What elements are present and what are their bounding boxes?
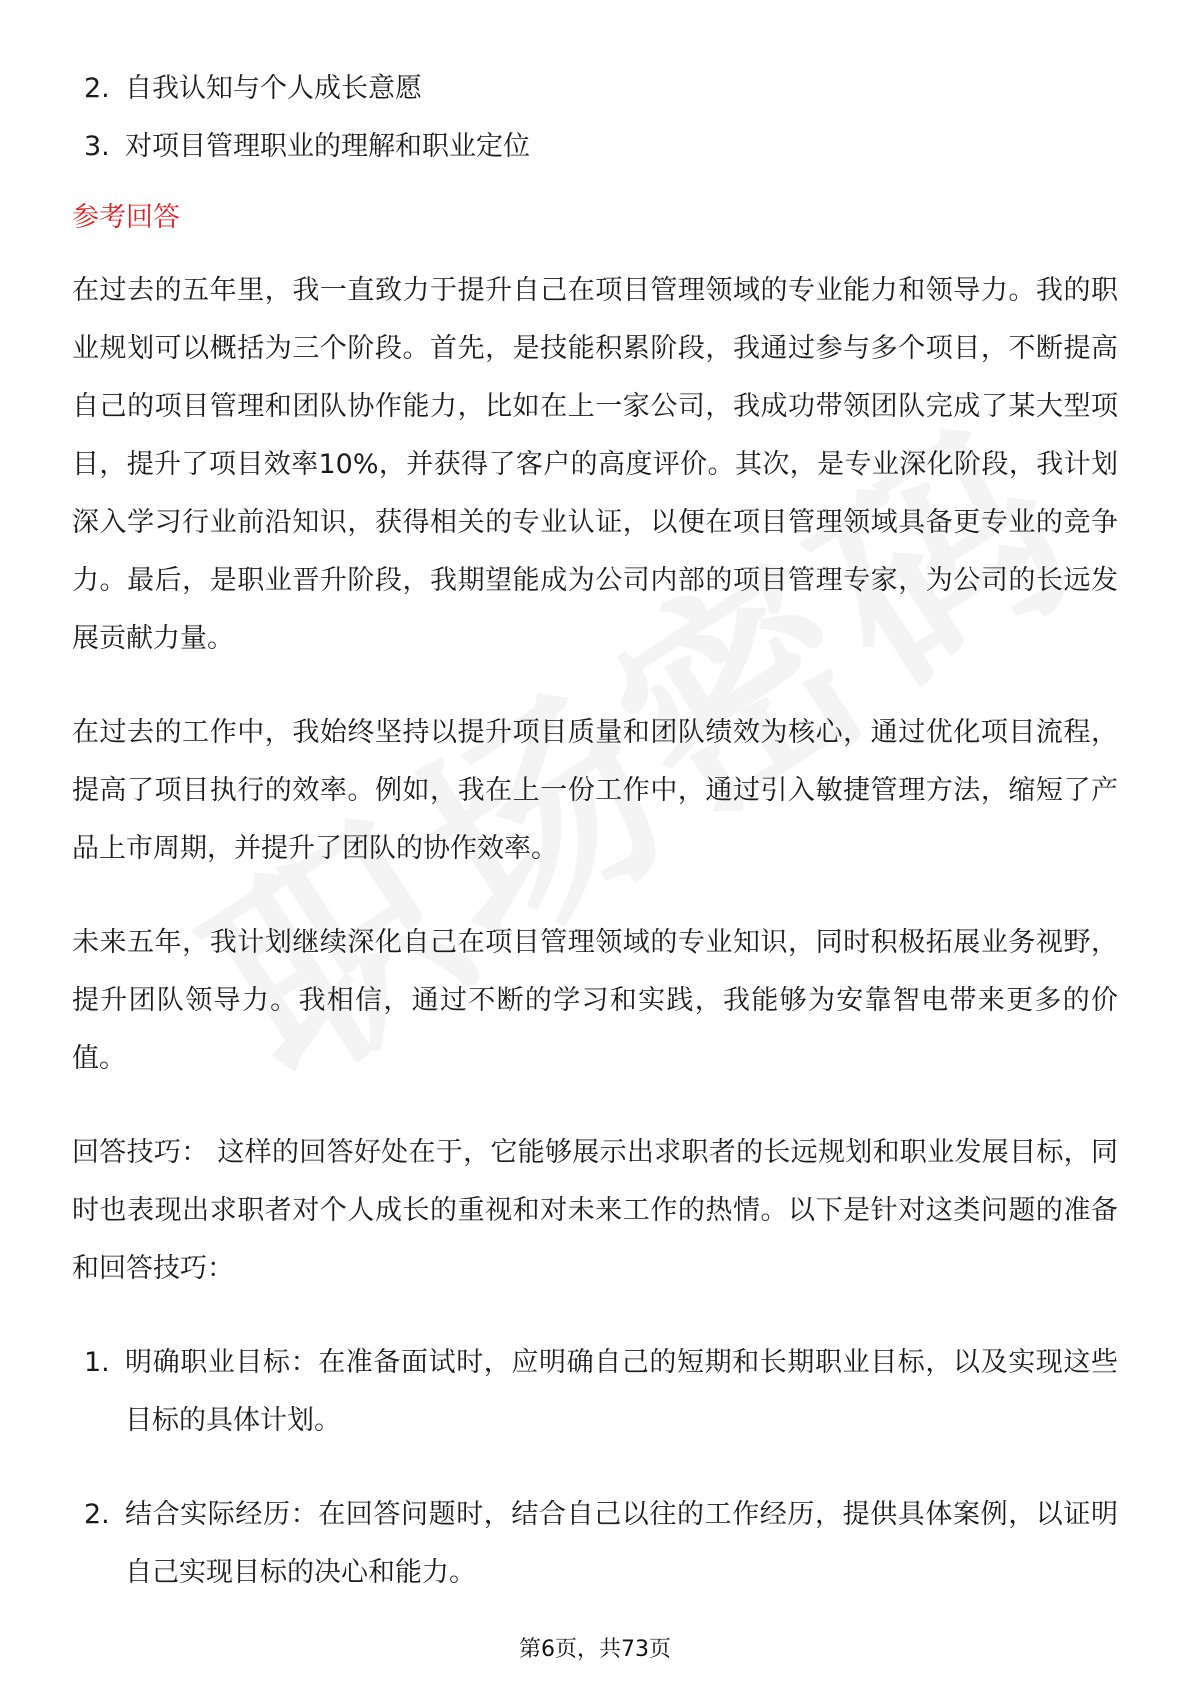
list-item (72, 1334, 1118, 1450)
list-item (72, 118, 1118, 176)
list-item (72, 1486, 1118, 1602)
list-text: 结合实际经历：在回答问题时，结合自己以往的工作经历，提供具体案例，以证明自己实现目标的决心和能力。 (125, 1499, 1118, 1588)
list-text: 对项目管理职业的理解和职业定位 (125, 131, 530, 162)
list-number: 1. (84, 1347, 110, 1378)
list-text: 自我认知与个人成长意愿 (125, 73, 422, 104)
document-page (72, 60, 1118, 1638)
intro-list (72, 60, 1118, 176)
answer-paragraph: 在过去的五年里，我一直致力于提升自己在项目管理领域的专业能力和领导力。我的职业规划可以概括为三个阶段。首先，是技能积累阶段，我通过参与多个项目，不断提高自己的项目管理和团队协作能力，比如在上一家公司，我成功带领团队完成了某大型项目，提升了项目效率10%，并获得了客户的高度评价。其次，是专业深化阶段，我计划深入学习行业前沿知识，获得相关的专业认证，以便在项目管理领域具备更专业的竞争力。最后，是职业晋升阶段，我期望能成为公司内部的项目管理专家，为公司的长远发展贡献力量。 (72, 275, 1118, 654)
answer-paragraph: 在过去的工作中，我始终坚持以提升项目质量和团队绩效为核心，通过优化项目流程，提高了项目执行的效率。例如，我在上一份工作中，通过引入敏捷管理方法，缩短了产品上市周期，并提升了团队的协作效率。 (72, 717, 1118, 864)
tips-list (72, 1334, 1118, 1602)
list-number: 3. (84, 131, 110, 162)
list-item (72, 60, 1118, 118)
page-number: 第6页，共73页 (519, 1637, 671, 1662)
answer-paragraph: 未来五年，我计划继续深化自己在项目管理领域的专业知识，同时积极拓展业务视野，提升团队领导力。我相信，通过不断的学习和实践，我能够为安靠智电带来更多的价值。 (72, 927, 1118, 1074)
section-title: 参考回答 (72, 202, 180, 233)
tips-intro-paragraph: 回答技巧： 这样的回答好处在于，它能够展示出求职者的长远规划和职业发展目标，同时也表现出求职者对个人成长的重视和对未来工作的热情。以下是针对这类问题的准备和回答技巧： (72, 1137, 1118, 1284)
list-number: 2. (84, 73, 110, 104)
list-text: 明确职业目标：在准备面试时，应明确自己的短期和长期职业目标，以及实现这些目标的具体计划。 (125, 1347, 1118, 1436)
list-number: 2. (84, 1499, 110, 1530)
